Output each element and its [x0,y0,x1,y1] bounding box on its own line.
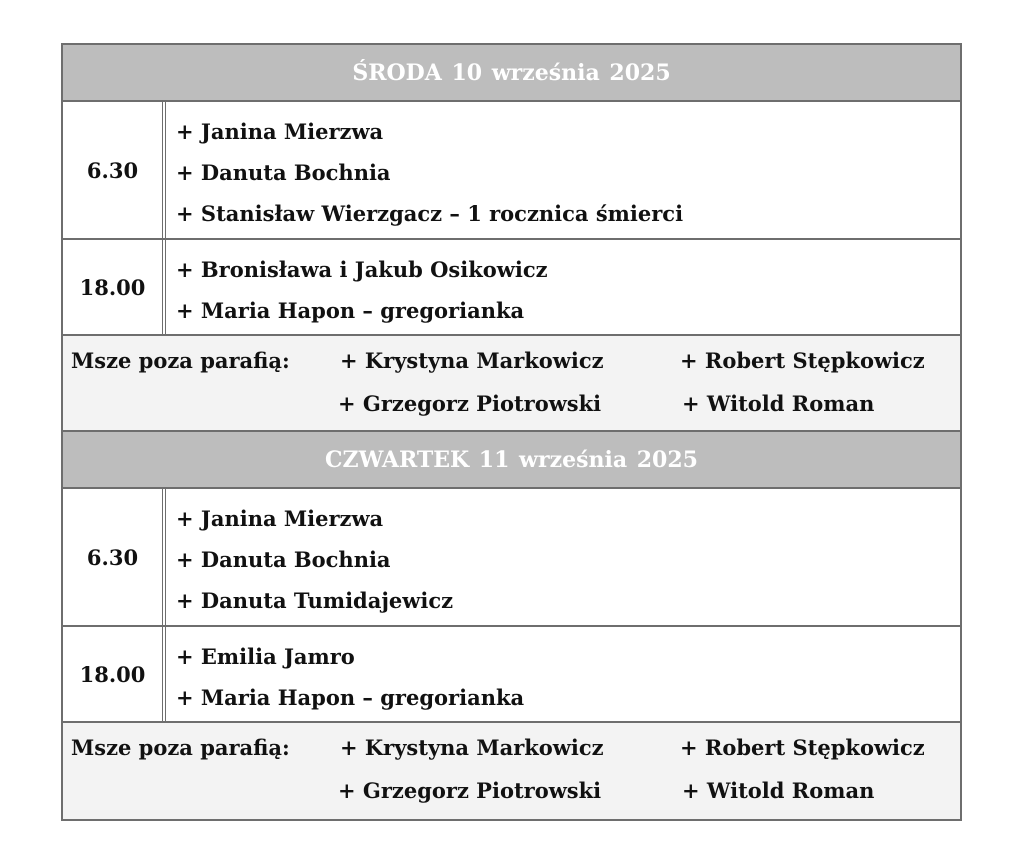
mass-time: 6.30 [63,489,166,625]
outside-intention: + Krystyna Markowicz [340,735,604,760]
intention-item: + Maria Hapon – gregorianka [176,298,525,323]
outside-intention: + Grzegorz Piotrowski [338,391,602,416]
intention-item: + Maria Hapon – gregorianka [176,685,525,710]
outside-parish-label: Msze poza parafią: [71,348,290,373]
intention-item: + Janina Mierzwa [176,119,384,144]
day-header-wednesday: ŚRODA 10 września 2025 [63,45,960,102]
mass-time: 18.00 [63,627,166,721]
intention-item: + Janina Mierzwa [176,506,384,531]
intention-item: + Danuta Tumidajewicz [176,588,454,613]
outside-intention: + Witold Roman [682,778,875,803]
outside-intention: + Robert Stępkowicz [680,735,925,760]
mass-schedule-table [61,43,962,821]
day-header-thursday: CZWARTEK 11 września 2025 [63,432,960,489]
mass-row-wednesday-0630 [63,102,960,240]
mass-intentions-list [166,240,960,334]
outside-parish-label: Msze poza parafią: [71,735,290,760]
mass-intentions-list [166,489,960,625]
intention-item: + Emilia Jamro [176,644,355,669]
outside-intention: + Krystyna Markowicz [340,348,604,373]
intention-item: + Stanisław Wierzgacz – 1 rocznica śmierci [176,201,684,226]
outside-parish-masses-thursday [63,723,960,819]
mass-time: 6.30 [63,102,166,238]
mass-row-thursday-0630 [63,489,960,627]
intention-item: + Danuta Bochnia [176,160,391,185]
outside-intention: + Witold Roman [682,391,875,416]
mass-intentions-list [166,102,960,238]
mass-row-thursday-1800 [63,627,960,723]
intention-item: + Danuta Bochnia [176,547,391,572]
outside-intention: + Robert Stępkowicz [680,348,925,373]
outside-parish-masses-wednesday [63,336,960,432]
outside-intention: + Grzegorz Piotrowski [338,778,602,803]
mass-intentions-list [166,627,960,721]
mass-time: 18.00 [63,240,166,334]
intention-item: + Bronisława i Jakub Osikowicz [176,257,548,282]
mass-row-wednesday-1800 [63,240,960,336]
